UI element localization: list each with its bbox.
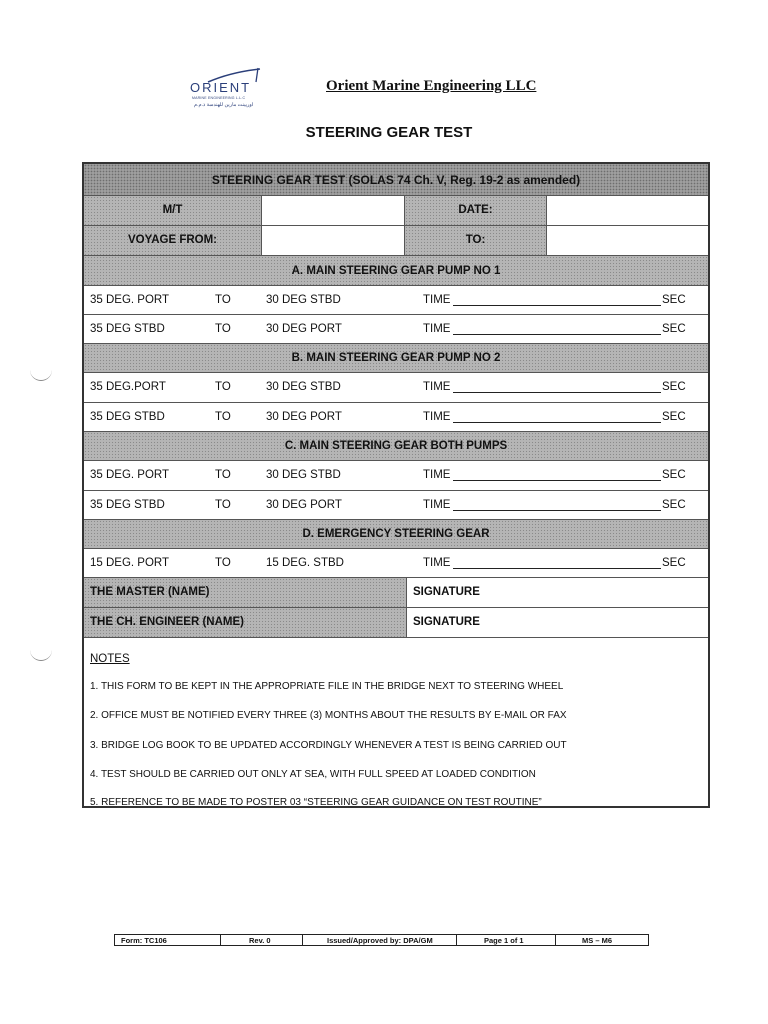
footer-issued: Issued/Approved by: DPA/GM — [327, 936, 433, 945]
punch-hole-mark — [30, 648, 52, 661]
note-item: 4. TEST SHOULD BE CARRIED OUT ONLY AT SEA, WITH FULL SPEED AT LOADED CONDITION — [90, 769, 536, 780]
engineer-label: THE CH. ENGINEER (NAME) — [90, 616, 244, 628]
master-name-cell[interactable] — [84, 578, 406, 607]
section-a-heading: A. MAIN STEERING GEAR PUMP NO 1 — [291, 265, 501, 277]
to-word: TO — [215, 411, 231, 423]
from-position: 35 DEG STBD — [90, 499, 165, 511]
mt-label: M/T — [162, 204, 183, 216]
time-input-line[interactable] — [453, 334, 661, 335]
time-label: TIME — [423, 557, 451, 569]
time-input-line[interactable] — [453, 422, 661, 423]
voyage-from-input[interactable] — [261, 226, 404, 255]
notes-title: NOTES — [90, 653, 130, 665]
date-label: DATE: — [458, 204, 493, 216]
note-item: 1. THIS FORM TO BE KEPT IN THE APPROPRIATE FILE IN THE BRIDGE NEXT TO STEERING WHEEL — [90, 681, 564, 692]
to-position: 15 DEG. STBD — [266, 557, 344, 569]
test-row — [84, 286, 708, 315]
to-position: 30 DEG PORT — [266, 499, 342, 511]
date-label-cell — [404, 196, 546, 225]
sec-unit: SEC — [662, 469, 686, 481]
page-title: STEERING GEAR TEST — [305, 124, 473, 141]
section-heading — [84, 256, 708, 286]
logo-arabic: اوريينت مارين للهندسة ذ.م.م — [194, 102, 254, 108]
test-row — [84, 403, 708, 432]
test-row — [84, 373, 708, 403]
note-item: 5. REFERENCE TO BE MADE TO POSTER 03 “STEERING GEAR GUIDANCE ON TEST ROUTINE” — [90, 797, 542, 808]
from-position: 35 DEG. PORT — [90, 469, 170, 481]
from-position: 35 DEG.PORT — [90, 381, 166, 393]
footer-divider — [456, 935, 457, 946]
notes-section — [84, 644, 708, 806]
sec-unit: SEC — [662, 294, 686, 306]
to-position: 30 DEG STBD — [266, 469, 341, 481]
signature-label: SIGNATURE — [413, 586, 480, 598]
note-item: 3. BRIDGE LOG BOOK TO BE UPDATED ACCORDINGLY WHENEVER A TEST IS BEING CARRIED OUT — [90, 740, 567, 751]
from-position: 35 DEG STBD — [90, 411, 165, 423]
time-input-line[interactable] — [453, 392, 661, 393]
logo-text: ORIENT — [190, 80, 252, 95]
document-footer — [114, 934, 649, 946]
section-heading — [84, 344, 708, 373]
voyage-to-input[interactable] — [546, 226, 708, 255]
voyage-from-label: VOYAGE FROM: — [127, 234, 218, 246]
footer-rev: Rev. 0 — [249, 936, 271, 945]
test-row — [84, 461, 708, 491]
from-position: 35 DEG. PORT — [90, 294, 170, 306]
master-signature-cell[interactable] — [406, 578, 708, 607]
time-label: TIME — [423, 411, 451, 423]
test-row — [84, 549, 708, 578]
to-word: TO — [215, 381, 231, 393]
time-input-line[interactable] — [453, 480, 661, 481]
to-label-cell — [404, 226, 546, 255]
engineer-name-cell[interactable] — [84, 608, 406, 637]
to-position: 30 DEG STBD — [266, 294, 341, 306]
mt-date-row — [84, 196, 708, 226]
mt-input[interactable] — [261, 196, 404, 225]
steering-gear-form — [82, 162, 710, 808]
time-label: TIME — [423, 499, 451, 511]
mt-label-cell — [84, 196, 261, 225]
from-position: 15 DEG. PORT — [90, 557, 170, 569]
footer-form-no: Form: TC106 — [121, 936, 167, 945]
to-position: 30 DEG PORT — [266, 411, 342, 423]
section-c-heading: C. MAIN STEERING GEAR BOTH PUMPS — [284, 440, 508, 452]
to-position: 30 DEG PORT — [266, 323, 342, 335]
logo-subtext: MARINE ENGINEERING L.L.C — [192, 96, 246, 100]
engineer-signature-cell[interactable] — [406, 608, 708, 637]
time-label: TIME — [423, 323, 451, 335]
test-row — [84, 315, 708, 344]
sec-unit: SEC — [662, 411, 686, 423]
from-position: 35 DEG STBD — [90, 323, 165, 335]
section-heading — [84, 432, 708, 461]
sec-unit: SEC — [662, 557, 686, 569]
to-label: TO: — [465, 234, 486, 246]
time-label: TIME — [423, 381, 451, 393]
to-word: TO — [215, 294, 231, 306]
signature-label: SIGNATURE — [413, 616, 480, 628]
punch-hole-mark — [30, 368, 52, 381]
time-input-line[interactable] — [453, 305, 661, 306]
banner-text: STEERING GEAR TEST (SOLAS 74 Ch. V, Reg. 19-2 as amended) — [211, 173, 581, 187]
footer-divider — [220, 935, 221, 946]
section-b-heading: B. MAIN STEERING GEAR PUMP NO 2 — [291, 352, 501, 364]
date-input[interactable] — [546, 196, 708, 225]
footer-code: MS – M6 — [582, 936, 613, 945]
time-label: TIME — [423, 294, 451, 306]
company-name: Orient Marine Engineering LLC — [326, 78, 537, 94]
voyage-row — [84, 226, 708, 256]
master-label: THE MASTER (NAME) — [90, 586, 210, 598]
master-row — [84, 578, 708, 608]
time-input-line[interactable] — [453, 568, 661, 569]
sec-unit: SEC — [662, 381, 686, 393]
form-banner — [84, 164, 708, 196]
to-word: TO — [215, 469, 231, 481]
voyage-label-cell — [84, 226, 261, 255]
time-input-line[interactable] — [453, 510, 661, 511]
sec-unit: SEC — [662, 499, 686, 511]
section-heading — [84, 520, 708, 549]
footer-divider — [555, 935, 556, 946]
to-position: 30 DEG STBD — [266, 381, 341, 393]
sec-unit: SEC — [662, 323, 686, 335]
time-label: TIME — [423, 469, 451, 481]
to-word: TO — [215, 323, 231, 335]
section-d-heading: D. EMERGENCY STEERING GEAR — [302, 528, 490, 540]
footer-divider — [302, 935, 303, 946]
footer-page: Page 1 of 1 — [484, 936, 524, 945]
to-word: TO — [215, 557, 231, 569]
orient-logo — [186, 66, 266, 112]
engineer-row — [84, 608, 708, 638]
test-row — [84, 491, 708, 520]
to-word: TO — [215, 499, 231, 511]
note-item: 2. OFFICE MUST BE NOTIFIED EVERY THREE (3) MONTHS ABOUT THE RESULTS BY E-MAIL OR FAX — [90, 710, 567, 721]
